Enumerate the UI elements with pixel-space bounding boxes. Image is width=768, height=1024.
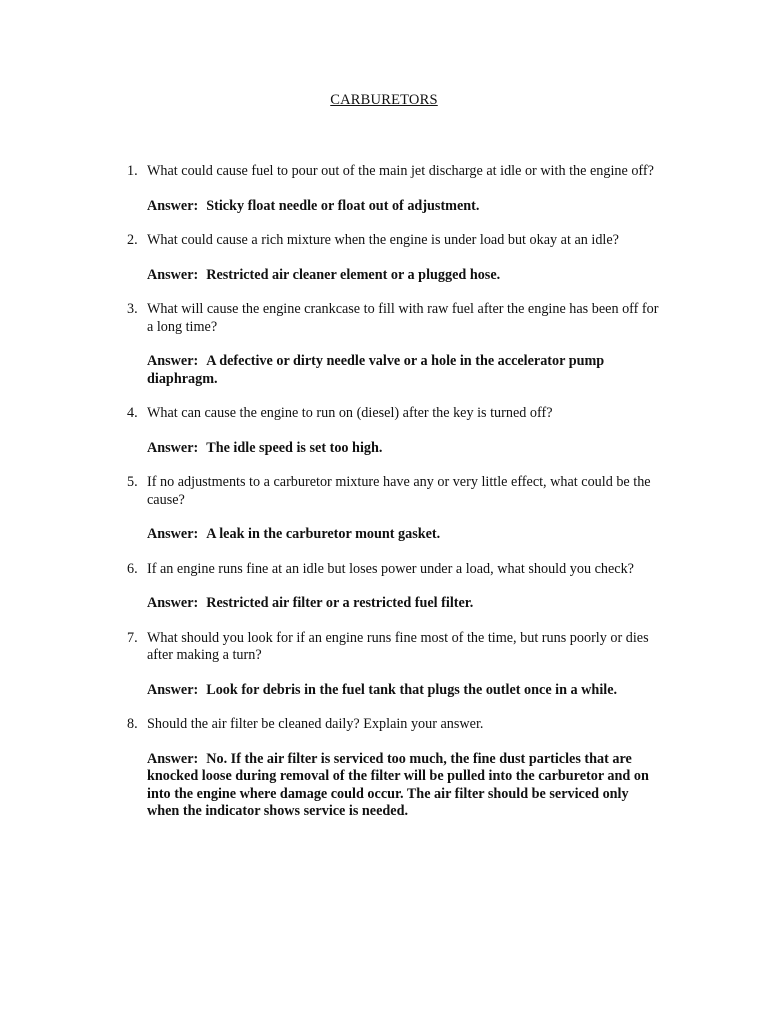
question-row bbox=[127, 561, 662, 579]
answer-label: Answer: bbox=[147, 353, 199, 369]
question-number: 7. bbox=[127, 629, 138, 646]
question-row bbox=[127, 405, 662, 423]
question-number: 8. bbox=[127, 716, 138, 732]
question-row bbox=[127, 630, 662, 665]
answer-text: The idle speed is set too high. bbox=[206, 439, 383, 456]
page-title: CARBURETORS bbox=[330, 92, 438, 108]
answer bbox=[147, 526, 662, 544]
qa-item-5 bbox=[127, 474, 662, 544]
question-number: 6. bbox=[127, 560, 138, 577]
question-text: Should the air filter be cleaned daily? Explain your answer. bbox=[147, 716, 484, 732]
question-number: 2. bbox=[127, 232, 138, 248]
question-row bbox=[127, 474, 662, 509]
question-text: What should you look for if an engine runs fine most of the time, but runs poorly or dies after making a turn? bbox=[147, 629, 649, 663]
qa-item-1 bbox=[127, 163, 662, 215]
answer-text: Sticky float needle or float out of adjustment. bbox=[206, 197, 480, 214]
qa-item-6 bbox=[127, 561, 662, 613]
question-row bbox=[127, 163, 662, 181]
qa-item-3 bbox=[127, 301, 662, 388]
answer-label: Answer: bbox=[147, 439, 199, 456]
answer bbox=[147, 198, 662, 216]
answer-label: Answer: bbox=[147, 197, 199, 214]
answer-label: Answer: bbox=[147, 750, 199, 767]
answer bbox=[147, 682, 662, 700]
answer-label: Answer: bbox=[147, 526, 199, 542]
question-row bbox=[127, 301, 662, 336]
answer bbox=[147, 267, 662, 285]
answer bbox=[147, 595, 662, 613]
answer bbox=[147, 751, 662, 821]
question-number: 1. bbox=[127, 163, 138, 179]
answer-label: Answer: bbox=[147, 681, 199, 698]
question-row bbox=[127, 232, 662, 250]
qa-item-2 bbox=[127, 232, 662, 284]
answer-text: Restricted air filter or a restricted fuel filter. bbox=[206, 595, 474, 611]
answer bbox=[147, 353, 662, 388]
question-number: 5. bbox=[127, 474, 138, 490]
question-text: If no adjustments to a carburetor mixture have any or very little effect, what could be the cause? bbox=[147, 474, 651, 508]
question-row bbox=[127, 716, 662, 734]
answer-label: Answer: bbox=[147, 266, 199, 283]
answer-text: Restricted air cleaner element or a plugged hose. bbox=[206, 266, 501, 283]
question-text: What could cause fuel to pour out of the main jet discharge at idle or with the engine off? bbox=[147, 163, 654, 179]
question-text: What could cause a rich mixture when the engine is under load but okay at an idle? bbox=[147, 232, 619, 248]
question-text: What will cause the engine crankcase to fill with raw fuel after the engine has been off for a long time? bbox=[147, 301, 659, 335]
question-number: 4. bbox=[127, 405, 138, 421]
qa-item-7 bbox=[127, 630, 662, 700]
answer-text: A defective or dirty needle valve or a hole in the accelerator pump diaphragm. bbox=[147, 353, 605, 387]
qa-item-8 bbox=[127, 716, 662, 821]
question-number: 3. bbox=[127, 301, 138, 317]
qa-item-4 bbox=[127, 405, 662, 457]
answer-text: A leak in the carburetor mount gasket. bbox=[206, 526, 441, 542]
question-text: If an engine runs fine at an idle but loses power under a load, what should you check? bbox=[147, 560, 634, 577]
question-text: What can cause the engine to run on (diesel) after the key is turned off? bbox=[147, 405, 553, 421]
answer bbox=[147, 440, 662, 458]
answer-text: Look for debris in the fuel tank that plugs the outlet once in a while. bbox=[206, 681, 618, 698]
answer-label: Answer: bbox=[147, 595, 199, 611]
question-list bbox=[127, 163, 662, 821]
answer-text: No. If the air filter is serviced too much, the fine dust particles that are knocked loose during removal of the filter will be pulled into the carburetor and on into the engine where damage could occur. The air filter should be serviced only when the indicator shows service is needed. bbox=[147, 750, 649, 819]
